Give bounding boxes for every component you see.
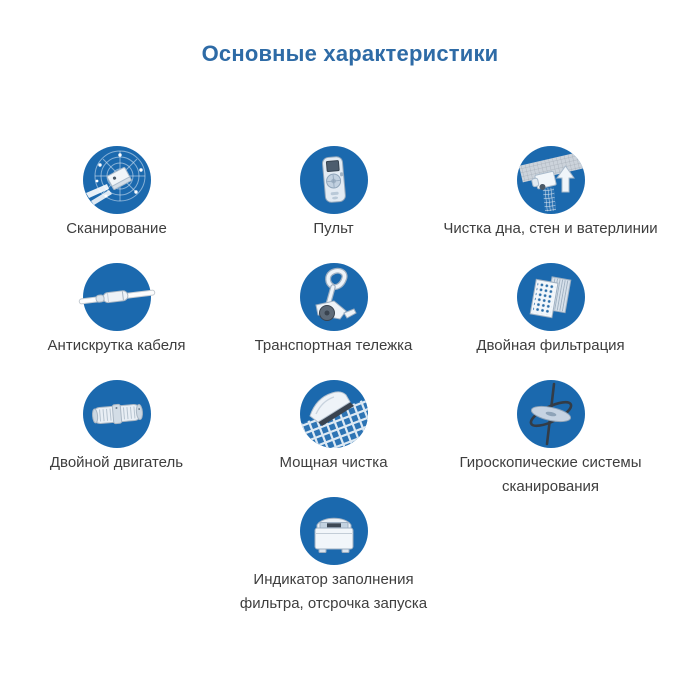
feature-label: Двойная фильтрация	[476, 337, 625, 354]
feature-gyro-scanning	[442, 380, 659, 495]
transport-caddy-icon	[300, 263, 368, 331]
section-title: Основные характеристики	[201, 41, 499, 66]
feature-double-motor	[8, 380, 225, 483]
feature-power-cleaning	[225, 380, 442, 483]
feature-label: Пульт	[313, 220, 354, 237]
feature-transport-caddy	[225, 263, 442, 366]
feature-label: Мощная чистка	[279, 454, 388, 471]
double-filtration-icon	[517, 263, 585, 331]
feature-remote	[225, 146, 442, 249]
feature-filter-indicator	[225, 497, 442, 612]
feature-cable-swivel	[8, 263, 225, 366]
radar-scan-icon	[83, 146, 151, 214]
feature-label: Двойной двигатель	[49, 454, 184, 471]
feature-label: Гироскопические системы сканирования	[459, 454, 642, 495]
remote-control-icon	[300, 146, 368, 214]
gyroscope-icon	[517, 380, 585, 448]
features-grid	[8, 146, 659, 612]
feature-scanning	[8, 146, 225, 249]
filter-full-indicator-icon	[300, 497, 368, 565]
feature-label: Индикатор заполнения фильтра, отсрочка запуска	[239, 571, 428, 612]
power-scrubbing-icon	[300, 380, 368, 448]
feature-label: Сканирование	[66, 220, 167, 237]
cable-swivel-icon	[83, 263, 151, 331]
feature-double-filtration	[442, 263, 659, 366]
feature-wall-cleaning	[442, 146, 659, 249]
feature-label: Чистка дна, стен и ватерлинии	[443, 220, 658, 237]
double-motor-icon	[83, 380, 151, 448]
feature-label: Транспортная тележка	[254, 337, 413, 354]
wall-waterline-cleaning-icon	[517, 146, 585, 214]
feature-label: Антискрутка кабеля	[47, 337, 186, 354]
